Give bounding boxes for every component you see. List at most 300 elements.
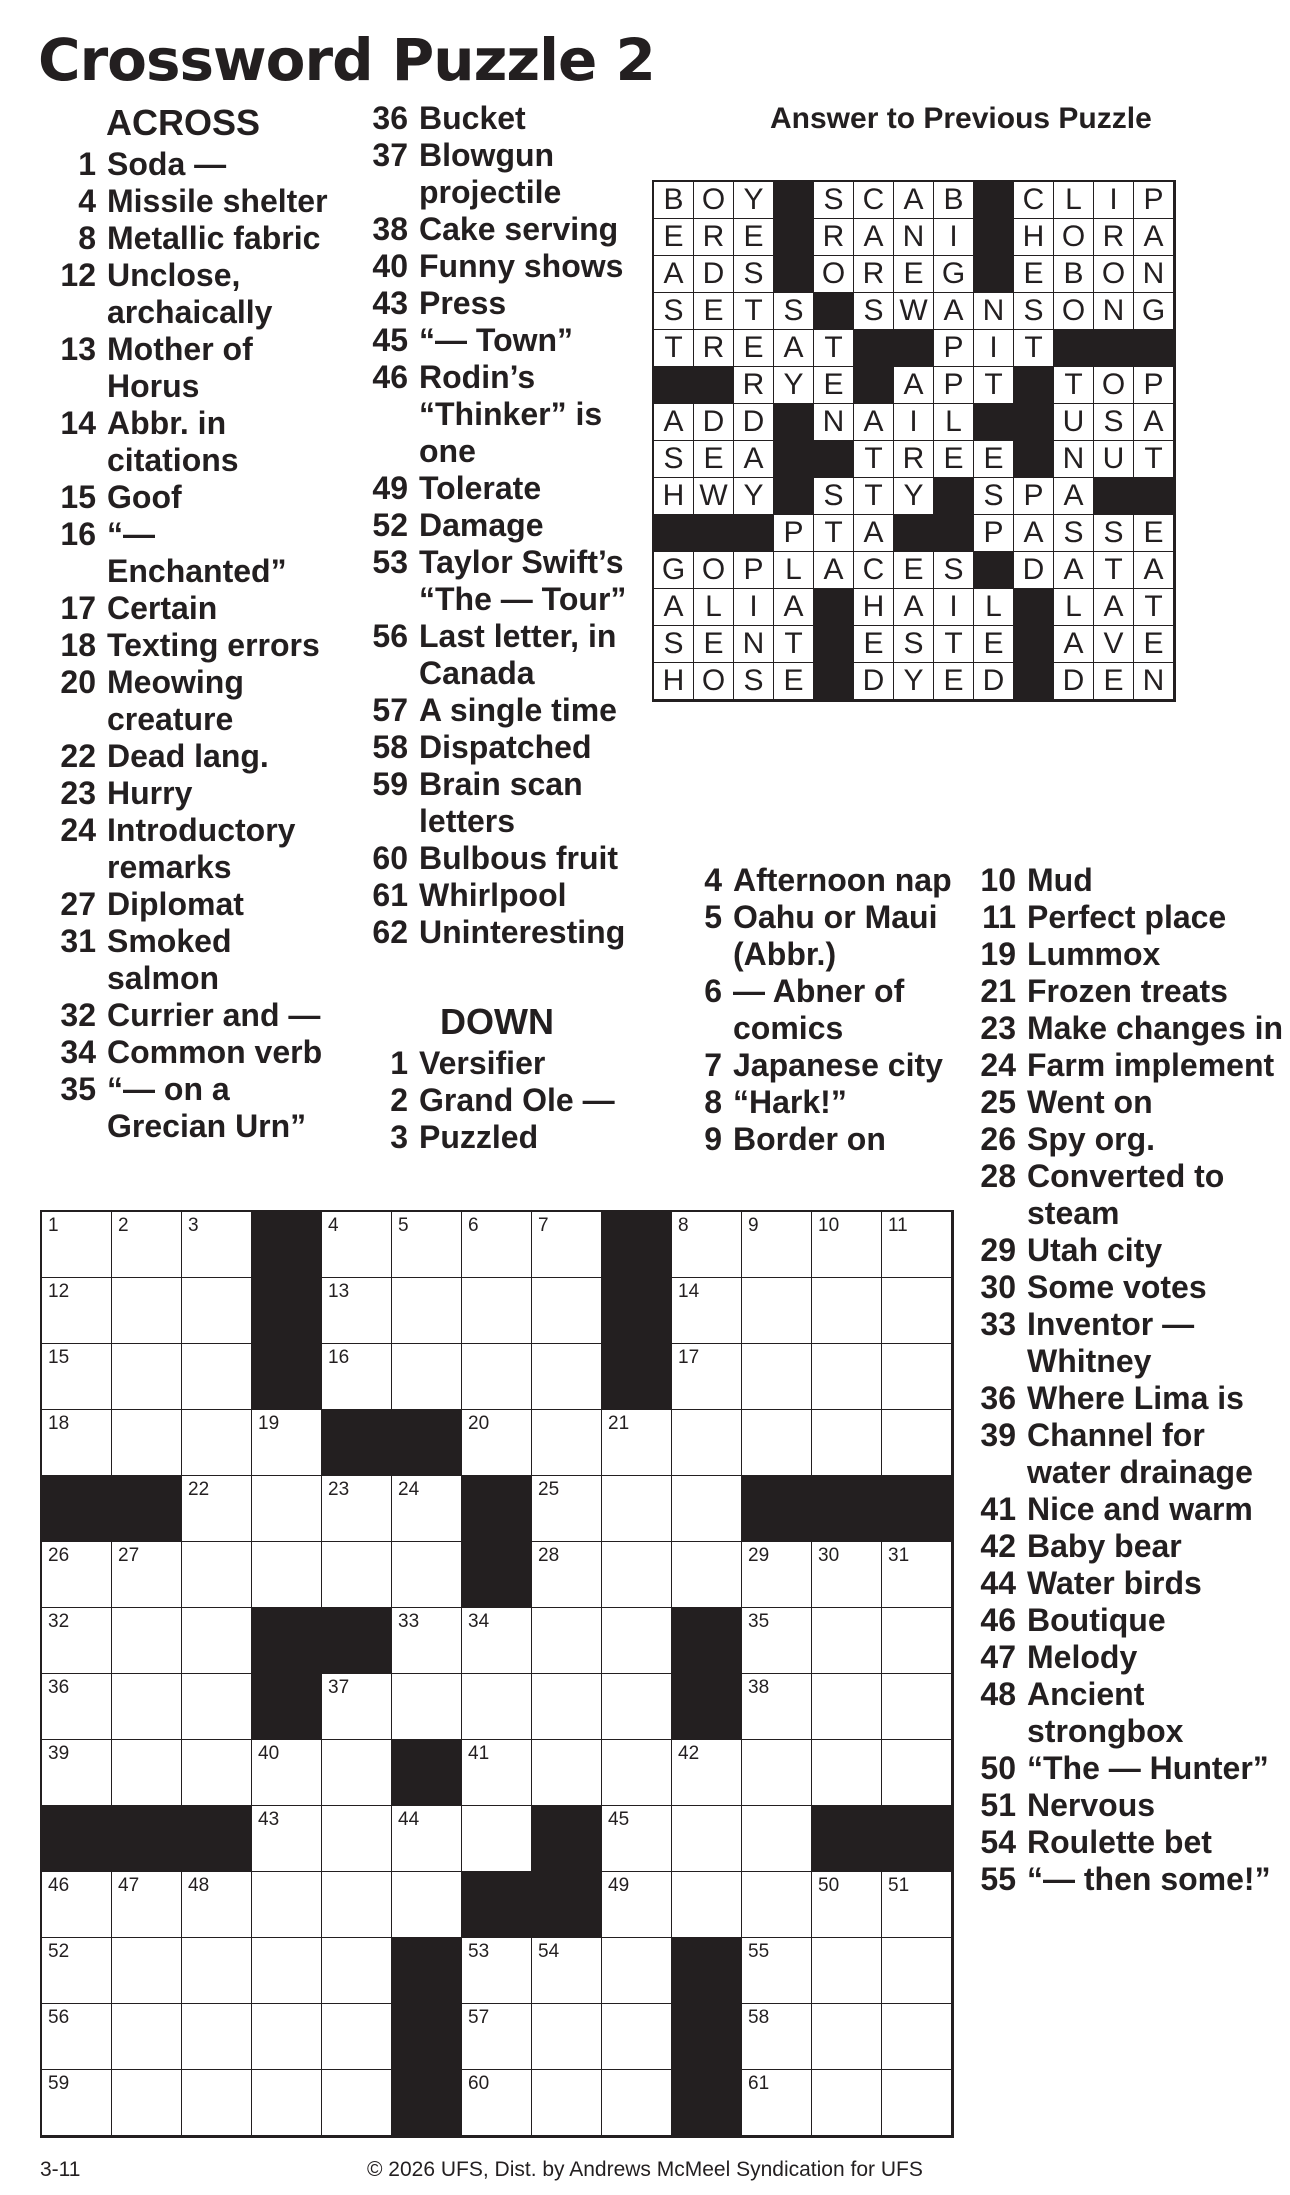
crossword-cell[interactable] bbox=[42, 2004, 112, 2070]
answer-letter: S bbox=[934, 552, 974, 589]
clue-number: 23 bbox=[980, 1010, 1016, 1046]
crossword-cell[interactable] bbox=[322, 2004, 392, 2070]
answer-letter: N bbox=[734, 626, 774, 663]
cell-number: 2 bbox=[118, 1215, 129, 1236]
crossword-cell[interactable] bbox=[672, 1872, 742, 1938]
answer-letter: E bbox=[1134, 626, 1174, 663]
crossword-cell[interactable] bbox=[812, 1872, 882, 1938]
cell-number: 15 bbox=[48, 1347, 70, 1368]
clue-number: 50 bbox=[980, 1750, 1016, 1786]
crossword-cell[interactable] bbox=[742, 1278, 812, 1344]
across-heading: ACROSS bbox=[106, 102, 261, 143]
crossword-cell[interactable] bbox=[742, 1740, 812, 1806]
crossword-cell[interactable] bbox=[322, 1278, 392, 1344]
crossword-cell[interactable] bbox=[182, 1410, 252, 1476]
clue-number: 22 bbox=[60, 738, 96, 774]
answer-letter: O bbox=[1054, 219, 1094, 256]
clue-number: 32 bbox=[60, 997, 96, 1033]
crossword-cell[interactable] bbox=[182, 1344, 252, 1410]
crossword-cell[interactable] bbox=[392, 1278, 462, 1344]
crossword-cell[interactable] bbox=[322, 1212, 392, 1278]
down-column-3 bbox=[960, 862, 1290, 1898]
clue bbox=[352, 618, 642, 692]
answer-letter: T bbox=[654, 330, 694, 367]
answer-black-square bbox=[1014, 367, 1054, 404]
clue-number: 56 bbox=[372, 618, 408, 654]
answer-letter: P bbox=[734, 552, 774, 589]
crossword-cell[interactable] bbox=[742, 1938, 812, 2004]
clue bbox=[352, 1119, 642, 1156]
crossword-cell[interactable] bbox=[812, 1938, 882, 2004]
crossword-cell[interactable] bbox=[392, 1476, 462, 1542]
crossword-cell[interactable] bbox=[672, 1212, 742, 1278]
answer-letter: T bbox=[854, 478, 894, 515]
cell-number: 25 bbox=[538, 1479, 560, 1500]
crossword-cell[interactable] bbox=[812, 1344, 882, 1410]
crossword-cell[interactable] bbox=[252, 1740, 322, 1806]
crossword-cell[interactable] bbox=[812, 1674, 882, 1740]
answer-letter: S bbox=[774, 293, 814, 330]
crossword-cell[interactable] bbox=[182, 1872, 252, 1938]
crossword-cell[interactable] bbox=[322, 1542, 392, 1608]
crossword-cell[interactable] bbox=[672, 1806, 742, 1872]
crossword-cell[interactable] bbox=[462, 1608, 532, 1674]
answer-letter: E bbox=[974, 626, 1014, 663]
crossword-cell[interactable] bbox=[742, 1410, 812, 1476]
crossword-cell[interactable] bbox=[812, 1608, 882, 1674]
clue-text: Spy org. bbox=[1027, 1121, 1156, 1157]
cell-number: 17 bbox=[678, 1347, 700, 1368]
crossword-cell[interactable] bbox=[672, 1740, 742, 1806]
crossword-cell[interactable] bbox=[182, 1740, 252, 1806]
crossword-cell[interactable] bbox=[672, 1410, 742, 1476]
clue bbox=[960, 899, 1290, 936]
black-square bbox=[672, 1938, 742, 2004]
crossword-cell[interactable] bbox=[182, 1278, 252, 1344]
cell-number: 36 bbox=[48, 1677, 70, 1698]
cell-number: 53 bbox=[468, 1941, 490, 1962]
crossword-cell[interactable] bbox=[742, 1806, 812, 1872]
clue bbox=[40, 886, 340, 923]
answer-letter: R bbox=[1094, 219, 1134, 256]
answer-letter: R bbox=[894, 441, 934, 478]
answer-letter: T bbox=[1134, 589, 1174, 626]
black-square bbox=[602, 1344, 672, 1410]
answer-letter: A bbox=[1054, 552, 1094, 589]
crossword-cell[interactable] bbox=[602, 2004, 672, 2070]
black-square bbox=[462, 1476, 532, 1542]
clue bbox=[40, 775, 340, 812]
crossword-cell[interactable] bbox=[742, 1608, 812, 1674]
crossword-cell[interactable] bbox=[742, 1344, 812, 1410]
answer-letter: N bbox=[974, 293, 1014, 330]
cell-number: 33 bbox=[398, 1611, 420, 1632]
clue bbox=[40, 516, 340, 590]
crossword-cell[interactable] bbox=[602, 1740, 672, 1806]
clue-number: 44 bbox=[980, 1565, 1016, 1601]
crossword-cell[interactable] bbox=[462, 1344, 532, 1410]
crossword-cell[interactable] bbox=[462, 1674, 532, 1740]
crossword-cell[interactable] bbox=[182, 2004, 252, 2070]
clue-number: 23 bbox=[60, 775, 96, 811]
previous-answer-title: Answer to Previous Puzzle bbox=[770, 102, 1152, 135]
black-square bbox=[882, 1476, 952, 1542]
clue-number: 52 bbox=[372, 507, 408, 543]
answer-letter: O bbox=[1094, 367, 1134, 404]
crossword-cell[interactable] bbox=[882, 2070, 952, 2136]
crossword-cell[interactable] bbox=[42, 1674, 112, 1740]
answer-black-square bbox=[814, 663, 854, 700]
crossword-cell[interactable] bbox=[112, 2004, 182, 2070]
clue-text: Bulbous fruit bbox=[419, 840, 619, 876]
crossword-cell[interactable] bbox=[392, 1212, 462, 1278]
answer-letter: L bbox=[1054, 589, 1094, 626]
crossword-cell[interactable] bbox=[462, 1806, 532, 1872]
crossword-cell[interactable] bbox=[602, 1542, 672, 1608]
crossword-cell[interactable] bbox=[42, 1212, 112, 1278]
clue-text: Last letter, in Canada bbox=[419, 618, 617, 691]
answer-letter: E bbox=[934, 441, 974, 478]
answer-letter: R bbox=[694, 219, 734, 256]
answer-letter: E bbox=[1014, 256, 1054, 293]
crossword-cell[interactable] bbox=[532, 2004, 602, 2070]
clue-text: Where Lima is bbox=[1027, 1380, 1244, 1416]
crossword-cell[interactable] bbox=[882, 1872, 952, 1938]
crossword-cell[interactable] bbox=[812, 1278, 882, 1344]
crossword-cell[interactable] bbox=[742, 2070, 812, 2136]
crossword-cell[interactable] bbox=[252, 1542, 322, 1608]
crossword-cell[interactable] bbox=[532, 1344, 602, 1410]
black-square bbox=[742, 1476, 812, 1542]
clue-number: 2 bbox=[390, 1082, 408, 1118]
crossword-cell[interactable] bbox=[42, 1344, 112, 1410]
crossword-cell[interactable] bbox=[462, 1938, 532, 2004]
crossword-cell[interactable] bbox=[462, 1740, 532, 1806]
crossword-cell[interactable] bbox=[112, 1542, 182, 1608]
crossword-cell[interactable] bbox=[742, 1674, 812, 1740]
clue bbox=[960, 1491, 1290, 1528]
crossword-cell[interactable] bbox=[812, 1542, 882, 1608]
cell-number: 41 bbox=[468, 1743, 490, 1764]
crossword-cell[interactable] bbox=[42, 1740, 112, 1806]
clue bbox=[960, 1084, 1290, 1121]
crossword-cell[interactable] bbox=[882, 1608, 952, 1674]
clue-text: Afternoon nap bbox=[733, 862, 952, 898]
clue bbox=[960, 1158, 1290, 1232]
crossword-cell[interactable] bbox=[252, 1476, 322, 1542]
cell-number: 5 bbox=[398, 1215, 409, 1236]
cell-number: 37 bbox=[328, 1677, 350, 1698]
crossword-cell[interactable] bbox=[392, 1806, 462, 1872]
crossword-cell[interactable] bbox=[812, 1740, 882, 1806]
crossword-cell[interactable] bbox=[532, 1410, 602, 1476]
across-clue-list-2 bbox=[352, 100, 642, 951]
crossword-cell[interactable] bbox=[532, 1212, 602, 1278]
cell-number: 47 bbox=[118, 1875, 140, 1896]
cell-number: 32 bbox=[48, 1611, 70, 1632]
clue bbox=[960, 1528, 1290, 1565]
answer-letter: U bbox=[1054, 404, 1094, 441]
crossword-cell[interactable] bbox=[602, 1608, 672, 1674]
crossword-cell[interactable] bbox=[322, 1740, 392, 1806]
answer-black-square bbox=[1014, 626, 1054, 663]
crossword-cell[interactable] bbox=[252, 1872, 322, 1938]
crossword-cell[interactable] bbox=[112, 1674, 182, 1740]
crossword-cell[interactable] bbox=[182, 1608, 252, 1674]
answer-black-square bbox=[1094, 478, 1134, 515]
answer-letter: S bbox=[1054, 515, 1094, 552]
down-heading: DOWN bbox=[440, 1001, 554, 1042]
answer-letter: I bbox=[894, 404, 934, 441]
crossword-cell[interactable] bbox=[322, 1476, 392, 1542]
crossword-cell[interactable] bbox=[42, 1410, 112, 1476]
crossword-cell[interactable] bbox=[882, 1278, 952, 1344]
crossword-cell[interactable] bbox=[182, 1542, 252, 1608]
answer-letter: P bbox=[934, 367, 974, 404]
cell-number: 38 bbox=[748, 1677, 770, 1698]
crossword-cell[interactable] bbox=[322, 2070, 392, 2136]
crossword-cell[interactable] bbox=[672, 1278, 742, 1344]
crossword-cell[interactable] bbox=[462, 2004, 532, 2070]
crossword-cell[interactable] bbox=[532, 1740, 602, 1806]
crossword-cell[interactable] bbox=[182, 2070, 252, 2136]
answer-letter: A bbox=[854, 404, 894, 441]
crossword-cell[interactable] bbox=[42, 1542, 112, 1608]
clue bbox=[352, 877, 642, 914]
answer-letter: Y bbox=[894, 478, 934, 515]
answer-letter: A bbox=[1014, 515, 1054, 552]
answer-black-square bbox=[814, 626, 854, 663]
crossword-cell[interactable] bbox=[322, 1344, 392, 1410]
crossword-cell[interactable] bbox=[812, 2004, 882, 2070]
clue-number: 24 bbox=[60, 812, 96, 848]
crossword-cell[interactable] bbox=[322, 1674, 392, 1740]
crossword-cell[interactable] bbox=[182, 1476, 252, 1542]
crossword-cell[interactable] bbox=[882, 1674, 952, 1740]
clue bbox=[666, 899, 966, 973]
black-square bbox=[322, 1608, 392, 1674]
answer-letter: R bbox=[854, 256, 894, 293]
crossword-cell[interactable] bbox=[882, 2004, 952, 2070]
clue-text: Puzzled bbox=[419, 1119, 539, 1155]
answer-letter: I bbox=[734, 589, 774, 626]
black-square bbox=[42, 1806, 112, 1872]
answer-black-square bbox=[1054, 330, 1094, 367]
crossword-cell[interactable] bbox=[532, 1542, 602, 1608]
clue-text: Certain bbox=[107, 590, 218, 626]
clue-text: Cake serving bbox=[419, 211, 619, 247]
answer-black-square bbox=[894, 515, 934, 552]
crossword-cell[interactable] bbox=[42, 1608, 112, 1674]
crossword-cell[interactable] bbox=[742, 1542, 812, 1608]
black-square bbox=[672, 1674, 742, 1740]
clue-text: Metallic fabric bbox=[107, 220, 321, 256]
crossword-cell[interactable] bbox=[812, 1410, 882, 1476]
clue bbox=[960, 1121, 1290, 1158]
cell-number: 55 bbox=[748, 1941, 770, 1962]
answer-letter: E bbox=[734, 330, 774, 367]
crossword-cell[interactable] bbox=[252, 2004, 322, 2070]
answer-letter: E bbox=[854, 626, 894, 663]
clue bbox=[352, 137, 642, 211]
clue-text: “— Town” bbox=[419, 322, 574, 358]
crossword-cell[interactable] bbox=[182, 1938, 252, 2004]
answer-letter: C bbox=[1014, 182, 1054, 219]
answer-letter: S bbox=[654, 293, 694, 330]
answer-letter: C bbox=[854, 182, 894, 219]
crossword-cell[interactable] bbox=[42, 2070, 112, 2136]
black-square bbox=[812, 1476, 882, 1542]
clue-text: Channel for water drainage bbox=[1027, 1417, 1253, 1490]
clue-text: Missile shelter bbox=[107, 183, 328, 219]
cell-number: 44 bbox=[398, 1809, 420, 1830]
crossword-cell[interactable] bbox=[532, 1674, 602, 1740]
crossword-cell[interactable] bbox=[672, 1542, 742, 1608]
crossword-cell[interactable] bbox=[392, 1674, 462, 1740]
crossword-cell[interactable] bbox=[882, 1212, 952, 1278]
answer-letter: N bbox=[1054, 441, 1094, 478]
crossword-cell[interactable] bbox=[42, 1278, 112, 1344]
clue-text: Boutique bbox=[1027, 1602, 1166, 1638]
crossword-cell[interactable] bbox=[112, 1344, 182, 1410]
answer-letter: D bbox=[734, 404, 774, 441]
crossword-cell[interactable] bbox=[602, 1938, 672, 2004]
crossword-cell[interactable] bbox=[882, 1344, 952, 1410]
crossword-cell[interactable] bbox=[812, 1212, 882, 1278]
clue bbox=[666, 1121, 966, 1158]
cell-number: 19 bbox=[258, 1413, 280, 1434]
clue-text: Smoked salmon bbox=[107, 923, 232, 996]
crossword-cell[interactable] bbox=[112, 1740, 182, 1806]
crossword-cell[interactable] bbox=[462, 2070, 532, 2136]
cell-number: 9 bbox=[748, 1215, 759, 1236]
crossword-cell[interactable] bbox=[532, 2070, 602, 2136]
crossword-cell[interactable] bbox=[742, 1872, 812, 1938]
black-square bbox=[42, 1476, 112, 1542]
answer-letter: E bbox=[894, 256, 934, 293]
crossword-cell[interactable] bbox=[392, 1872, 462, 1938]
crossword-cell[interactable] bbox=[112, 1608, 182, 1674]
clue-text: — Abner of comics bbox=[733, 973, 905, 1046]
answer-letter: B bbox=[934, 182, 974, 219]
crossword-cell[interactable] bbox=[182, 1674, 252, 1740]
clue-number: 42 bbox=[980, 1528, 1016, 1564]
clue-number: 4 bbox=[704, 862, 722, 898]
crossword-cell[interactable] bbox=[252, 1806, 322, 1872]
answer-letter: A bbox=[1134, 552, 1174, 589]
answer-letter: L bbox=[774, 552, 814, 589]
clue-number: 14 bbox=[60, 405, 96, 441]
clue-number: 20 bbox=[60, 664, 96, 700]
crossword-cell[interactable] bbox=[112, 2070, 182, 2136]
answer-black-square bbox=[654, 515, 694, 552]
crossword-cell[interactable] bbox=[392, 1542, 462, 1608]
crossword-cell[interactable] bbox=[322, 1806, 392, 1872]
cell-number: 1 bbox=[48, 1215, 59, 1236]
clue-number: 26 bbox=[980, 1121, 1016, 1157]
crossword-cell[interactable] bbox=[252, 1410, 322, 1476]
crossword-cell[interactable] bbox=[882, 1410, 952, 1476]
clue-number: 47 bbox=[980, 1639, 1016, 1675]
black-square bbox=[112, 1476, 182, 1542]
clue-number: 25 bbox=[980, 1084, 1016, 1120]
crossword-cell[interactable] bbox=[112, 1278, 182, 1344]
crossword-cell[interactable] bbox=[252, 2070, 322, 2136]
crossword-cell[interactable] bbox=[812, 2070, 882, 2136]
crossword-cell[interactable] bbox=[882, 1938, 952, 2004]
crossword-cell[interactable] bbox=[602, 1674, 672, 1740]
crossword-cell[interactable] bbox=[602, 1872, 672, 1938]
crossword-cell[interactable] bbox=[392, 1344, 462, 1410]
crossword-cell[interactable] bbox=[532, 1938, 602, 2004]
clue bbox=[960, 1861, 1290, 1898]
clue-text: Mother of Horus bbox=[107, 331, 253, 404]
crossword-cell[interactable] bbox=[602, 2070, 672, 2136]
crossword-cell[interactable] bbox=[602, 1476, 672, 1542]
crossword-cell[interactable] bbox=[672, 1344, 742, 1410]
down-column-2 bbox=[666, 862, 966, 1158]
crossword-cell[interactable] bbox=[322, 1872, 392, 1938]
crossword-cell[interactable] bbox=[532, 1476, 602, 1542]
crossword-cell[interactable] bbox=[882, 1542, 952, 1608]
clue-number: 10 bbox=[980, 862, 1016, 898]
answer-letter: A bbox=[1094, 589, 1134, 626]
crossword-cell[interactable] bbox=[672, 1476, 742, 1542]
clue-text: Grand Ole — bbox=[419, 1082, 615, 1118]
clue-text: Introductory remarks bbox=[107, 812, 296, 885]
clue-number: 18 bbox=[60, 627, 96, 663]
answer-letter: A bbox=[654, 589, 694, 626]
clue-text: Common verb bbox=[107, 1034, 323, 1070]
crossword-cell[interactable] bbox=[112, 1938, 182, 2004]
clue-number: 36 bbox=[980, 1380, 1016, 1416]
crossword-cell[interactable] bbox=[42, 1938, 112, 2004]
clue bbox=[960, 1232, 1290, 1269]
clue bbox=[40, 997, 340, 1034]
crossword-cell[interactable] bbox=[742, 1212, 812, 1278]
crossword-cell[interactable] bbox=[392, 1608, 462, 1674]
crossword-cell[interactable] bbox=[882, 1740, 952, 1806]
answer-letter: A bbox=[1134, 219, 1174, 256]
clue bbox=[40, 590, 340, 627]
crossword-cell[interactable] bbox=[532, 1278, 602, 1344]
answer-letter: E bbox=[1134, 515, 1174, 552]
crossword-cell[interactable] bbox=[112, 1410, 182, 1476]
clue-text: Bucket bbox=[419, 100, 526, 136]
clue bbox=[352, 840, 642, 877]
crossword-cell[interactable] bbox=[462, 1410, 532, 1476]
crossword-cell[interactable] bbox=[112, 1872, 182, 1938]
clue-number: 21 bbox=[980, 973, 1016, 1009]
crossword-cell[interactable] bbox=[602, 1410, 672, 1476]
crossword-cell[interactable] bbox=[42, 1872, 112, 1938]
crossword-cell[interactable] bbox=[252, 1938, 322, 2004]
crossword-cell[interactable] bbox=[182, 1212, 252, 1278]
crossword-cell[interactable] bbox=[322, 1938, 392, 2004]
crossword-cell[interactable] bbox=[602, 1806, 672, 1872]
crossword-cell[interactable] bbox=[112, 1212, 182, 1278]
crossword-cell[interactable] bbox=[742, 2004, 812, 2070]
answer-letter: S bbox=[1014, 293, 1054, 330]
answer-letter: P bbox=[1014, 478, 1054, 515]
crossword-cell[interactable] bbox=[532, 1608, 602, 1674]
cell-number: 58 bbox=[748, 2007, 770, 2028]
clue-text: Rodin’s “Thinker” is one bbox=[419, 359, 603, 469]
crossword-cell[interactable] bbox=[462, 1278, 532, 1344]
clue-text: “— on a Grecian Urn” bbox=[107, 1071, 307, 1144]
crossword-cell[interactable] bbox=[462, 1212, 532, 1278]
clue-text: Press bbox=[419, 285, 507, 321]
